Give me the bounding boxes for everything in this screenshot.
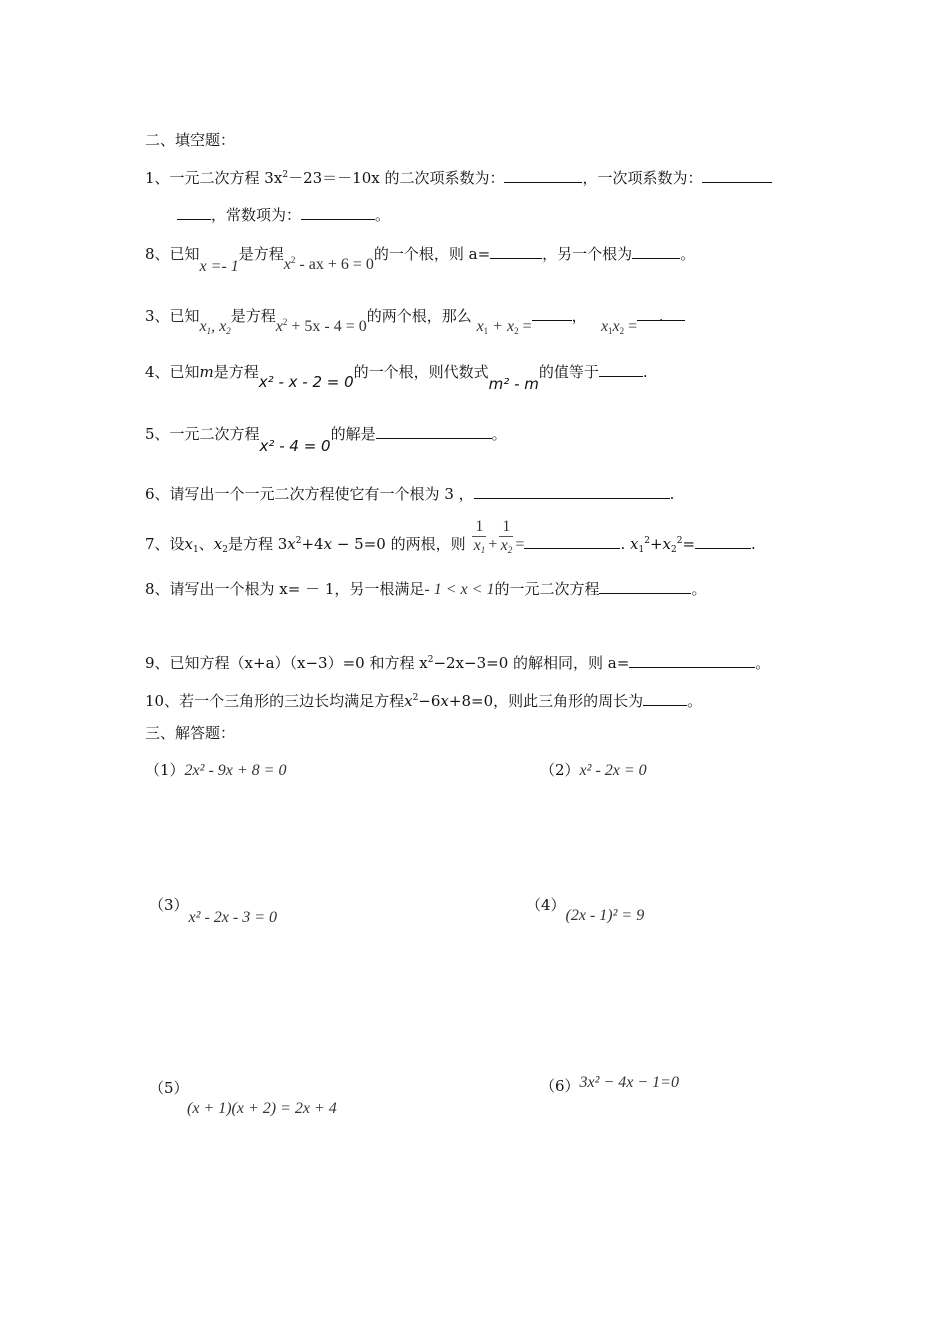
answer-blank[interactable] [632, 244, 680, 259]
question-4: 4、已知m是方程x² - x - 2 = 0的一个根，则代数式m² - m的值等于 . [145, 363, 648, 393]
answer-blank[interactable] [532, 306, 572, 321]
problem-5: （5） (x + 1)(x + 2) = 2x + 4 [149, 1079, 337, 1117]
question-3: 3、已知$x_1$, $x_2$是方程$x^2 + 5x - 4 = 0$的两个根，那么 $x_1 + x_2$ =， $x_1x_2$ =. [145, 302, 685, 331]
answer-blank[interactable] [504, 168, 582, 183]
answer-blank[interactable] [376, 424, 492, 439]
answer-blank[interactable]: . [637, 306, 685, 321]
question-8b: 8、请写出一个根为 x= － 1，另一根满足- 1 < x < 1的一元二次方程 。 [145, 580, 707, 598]
question-10: 10、若一个三角形的三边长均满足方程$x^2-6x+8=0$，则此三角形的周长为 。 [145, 692, 703, 710]
question-9: 9、已知方程（x+a）（x−3）=0 和方程 $x^2-2x-3=0$ 的解相同，则 a= 。 [145, 654, 771, 672]
question-7: 7、设$x_1$、$x_2$是方程 $3x^2+4x - 5=0$ 的两根，则 $\frac{1}{x_1}$ + $\frac{1}{x_2}$ = . $x_1^2+x_2^2=$ . [145, 517, 756, 555]
question-5: 5、一元二次方程x² - 4 = 0的解是 。 [145, 425, 507, 455]
problem-1: （1）2x² - 9x + 8 = 0 [145, 761, 287, 779]
answer-blank[interactable] [524, 534, 620, 549]
section-heading-fill: 二、填空题： [145, 131, 236, 149]
answer-blank[interactable] [599, 362, 643, 377]
answer-blank[interactable] [490, 244, 542, 259]
answer-blank[interactable] [177, 205, 211, 220]
question-1-cont: ，常数项为： 。 [177, 205, 390, 225]
answer-blank[interactable] [301, 205, 375, 220]
answer-blank[interactable] [599, 579, 691, 594]
answer-blank[interactable] [695, 534, 751, 549]
problem-6: （6）3x² − 4x − 1=0 [540, 1074, 679, 1095]
answer-blank[interactable] [702, 168, 772, 183]
problem-3: （3）x² - 2x - 3 = 0 [149, 896, 277, 926]
question-6: 6、请写出一个一元二次方程使它有一个根为 3 ， . [145, 485, 675, 503]
section-heading-solve: 三、解答题： [145, 724, 236, 742]
question-8a: 8、已知x =- 1是方程$x^2$ - ax + 6 = 0的一个根，则 a= ，另一个根为 。 [145, 245, 696, 275]
question-1: 1、一元二次方程 $3x^2-23=-10x$ 的二次项系数为： ，一次项系数为： [145, 165, 772, 188]
problem-2: （2）x² - 2x = 0 [540, 761, 647, 779]
problem-4: （4）(2x - 1)² = 9 [526, 896, 645, 924]
answer-blank[interactable] [629, 653, 755, 668]
answer-blank[interactable] [474, 484, 670, 499]
answer-blank[interactable] [643, 691, 687, 706]
